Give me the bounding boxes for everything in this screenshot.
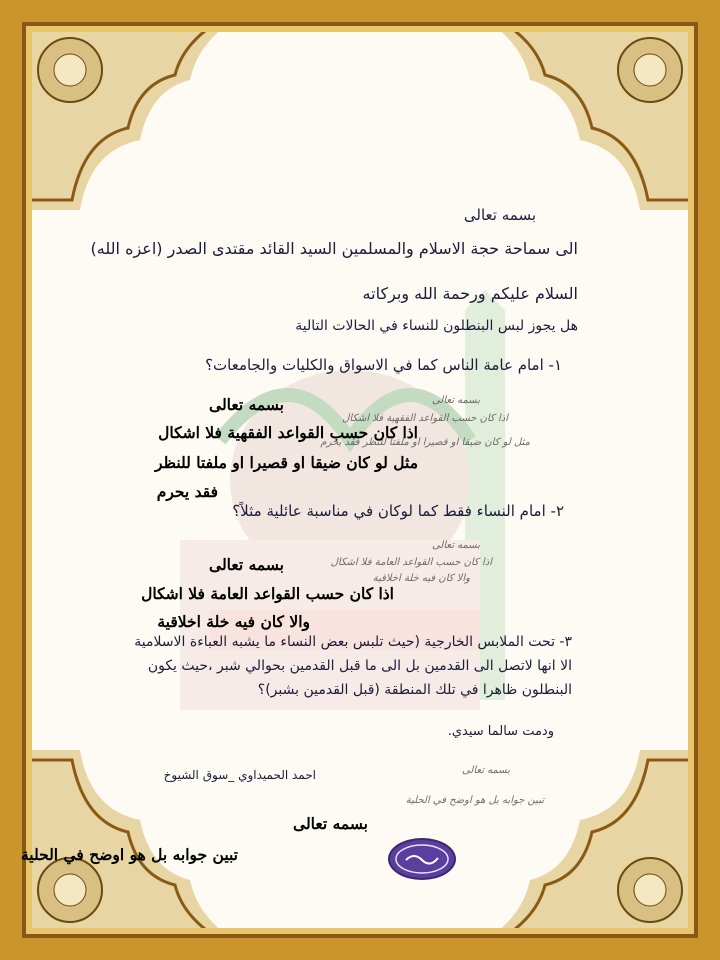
ornament-corner-top-left — [0, 0, 270, 210]
letter-title: بسمه تعالى — [463, 206, 536, 224]
letter-closing: ودمت سالما سيدي. — [447, 724, 554, 739]
question-intro: هل يجوز لبس البنطلون للنساء في الحالات التالية — [295, 318, 578, 334]
handwritten-answer-1-line-2: مثل لو كان ضيقا او قصيرا او ملفتا للنظر فقد يحرم — [320, 437, 530, 448]
handwritten-answer-2-title: بسمه تعالى — [431, 540, 480, 551]
handwritten-answer-2-line-2: والا كان فيه خلة اخلاقية — [372, 573, 470, 584]
ornament-corner-bottom-right — [450, 750, 720, 960]
answer-3-title: بسمه تعالى — [293, 814, 368, 833]
answer-3-line-1: تبين جوابه بل هو اوضح في الحلية — [20, 845, 238, 864]
answer-2-line-1: اذا كان حسب القواعد العامة فلا اشكال — [141, 584, 394, 603]
handwritten-answer-3-line-1: تبين جوابه بل هو اوضح في الحلية — [405, 795, 544, 806]
answer-1-title: بسمه تعالى — [209, 395, 284, 414]
question-3-line-1: ٣- تحت الملابس الخارجية (حيث تلبس بعض النساء ما يشبه العباءة الاسلامية — [134, 634, 572, 650]
answer-1-line-3: فقد يحرم — [156, 482, 218, 501]
handwritten-answer-3-title: بسمه تعالى — [461, 765, 510, 776]
answer-1-line-1: اذا كان حسب القواعد الفقهية فلا اشكال — [158, 423, 418, 442]
letter-addressee: الى سماحة حجة الاسلام والمسلمين السيد القائد مقتدى الصدر (اعزه الله) — [90, 239, 578, 258]
handwritten-answer-1-title: بسمه تعالى — [431, 395, 480, 406]
question-2: ٢- امام النساء فقط كما لوكان في مناسبة عائلية مثلاً؟ — [232, 502, 564, 520]
office-seal-stamp — [388, 838, 456, 880]
answer-1-line-2: مثل لو كان ضيقا او قصيرا او ملفتا للنظر — [155, 453, 418, 472]
question-1: ١- امام عامة الناس كما في الاسواق والكليات والجامعات؟ — [205, 356, 562, 374]
letter-signature: احمد الحميداوي _سوق الشيوخ — [163, 768, 316, 782]
answer-2-title: بسمه تعالى — [209, 555, 284, 574]
answer-2-line-2: والا كان فيه خلة اخلاقية — [157, 612, 310, 631]
question-3-line-3: البنطلون ظاهرا في تلك المنطقة (قبل القدمين بشبر)؟ — [257, 682, 572, 698]
handwritten-answer-2-line-1: اذا كان حسب القواعد العامة فلا اشكال — [330, 557, 492, 568]
question-3-line-2: الا انها لاتصل الى القدمين بل الى ما قبل القدمين بحوالي شبر ،حيث يكون — [147, 658, 572, 674]
letter-greeting: السلام عليكم ورحمة الله وبركاته — [362, 284, 578, 303]
handwritten-answer-1-line-1: اذا كان حسب القواعد الفقهية فلا اشكال — [342, 413, 508, 424]
ornament-corner-top-right — [450, 0, 720, 210]
